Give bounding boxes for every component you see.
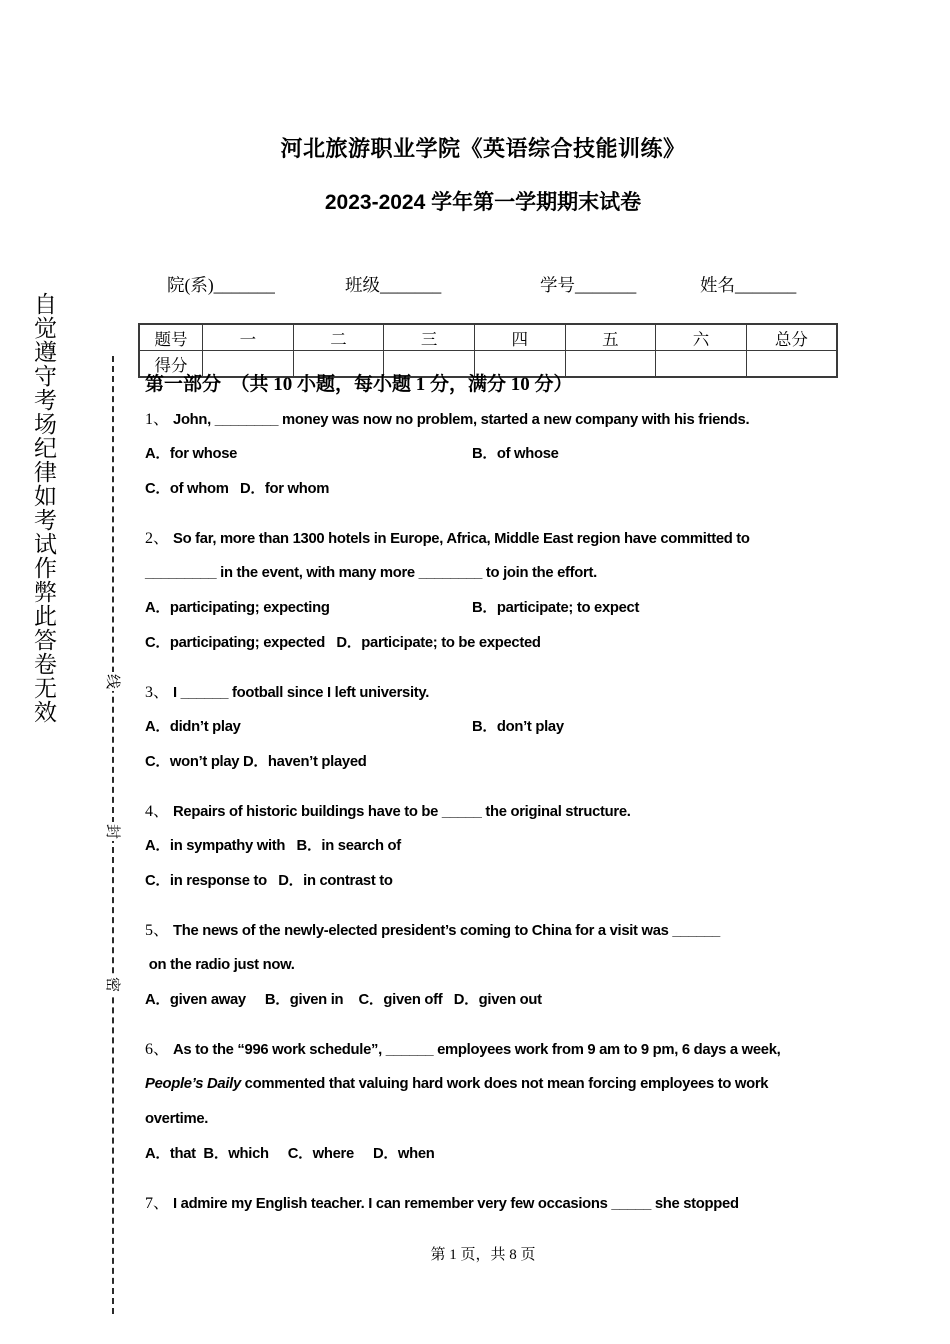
question-3 [145,675,821,780]
stem-text: overtime. [145,1111,209,1127]
score-header-cell: 五 [565,324,656,351]
question-number: 4、 [145,803,170,820]
score-header-cell: 总分 [746,324,837,351]
stem-text: commented that valuing hard work does not mean forcing employees to work [240,1076,769,1092]
question-2-stem-line [145,556,821,591]
info-field-1: 班级_______ [345,275,442,295]
question-number: 3、 [145,684,170,701]
question-6-stem-line [145,1067,821,1102]
option-text: B．don’t play [472,719,564,735]
option-row [145,437,821,472]
question-number: 1、 [145,411,170,428]
question-4 [145,794,821,899]
score-header-cell: 六 [656,324,747,351]
score-header-cell: 二 [293,324,384,351]
stem-text: The news of the newly-elected president’s coming to China for a visit was ______ [173,923,720,939]
stem-text: John, ________ money was now no problem, started a new company with his friends. [173,412,750,428]
option-text: A．for whose [145,446,238,462]
option-row [145,745,821,780]
option-text: C．won’t play D．haven’t played [145,754,367,770]
score-table [138,323,838,378]
option-row [145,983,821,1018]
option-row [145,591,821,626]
stem-text: on the radio just now. [145,957,295,973]
score-header-cell: 题号 [139,324,203,351]
score-table-body [139,324,837,377]
exam-title: 河北旅游职业学院《英语综合技能训练》 [280,136,686,161]
option-row [145,626,821,661]
question-6-stem-line [145,1032,821,1067]
option-row [145,710,821,745]
question-5 [145,913,821,1018]
option-row [145,472,821,507]
score-cell: 得分 [139,351,203,378]
option-text: A．that B．which C．where D．when [145,1146,435,1162]
question-6 [145,1032,821,1172]
score-header-cell: 四 [474,324,565,351]
question-number: 7、 [145,1195,170,1212]
stem-text: People’s Daily [145,1076,241,1092]
stem-text: Repairs of historic buildings have to be _____ the original structure. [173,804,631,820]
stem-text: As to the “996 work schedule”, ______ employees work from 9 am to 9 pm, 6 days a week, [173,1042,781,1058]
seal-line [104,356,121,1314]
stem-text: I admire my English teacher. I can remember very few occasions _____ she stopped [173,1196,739,1212]
option-text: A．in sympathy with B．in search of [145,838,401,854]
question-1-stem-line [145,402,821,437]
question-5-stem-line [145,948,821,983]
question-number: 6、 [145,1041,170,1058]
question-number: 2、 [145,530,170,547]
section-heading: 第一部分 （共 10 小题，每小题 1 分，满分 10 分） [145,374,573,395]
question-number: 5、 [145,922,170,939]
info-field-3: 姓名_______ [700,275,797,295]
option-text: A．didn’t play [145,719,241,735]
score-table-header-row [139,324,837,351]
score-header-cell: 三 [384,324,475,351]
exam-discipline-notice: 自觉遵守考场纪律如考试作弊此答卷无效 [31,292,56,724]
option-text: B．participate; to expect [472,600,640,616]
info-field-0: 院(系)_______ [167,275,275,295]
score-header-cell: 一 [203,324,294,351]
page-number: 第 1 页，共 8 页 [430,1247,536,1263]
stem-text: So far, more than 1300 hotels in Europe, Africa, Middle East region have committed to [173,531,750,547]
question-3-stem-line [145,675,821,710]
option-text: A．given away B．given in C．given off D．given out [145,992,542,1008]
seal-char: 线 [98,672,129,691]
question-5-stem-line [145,913,821,948]
question-2-stem-line [145,521,821,556]
question-7-stem-line [145,1186,821,1221]
option-row [145,864,821,899]
option-row [145,1137,821,1172]
question-6-stem-line [145,1102,821,1137]
info-field-2: 学号_______ [540,275,637,295]
option-text: C．of whom D．for whom [145,481,330,497]
option-text: C．participating; expected D．participate; to be expected [145,635,541,651]
question-2 [145,521,821,661]
questions [145,372,821,1235]
stem-text: _________ in the event, with many more ________ to join the effort. [145,565,597,581]
question-1 [145,402,821,507]
exam-subtitle: 2023-2024 学年第一学期期末试卷 [324,191,642,214]
option-row [145,829,821,864]
question-7 [145,1186,821,1221]
seal-char: 密 [98,975,129,994]
option-text: A．participating; expecting [145,600,330,616]
exam-content [145,0,821,1344]
option-text: C．in response to D．in contrast to [145,873,393,889]
student-info-row [145,272,821,298]
stem-text: I ______ football since I left university. [173,685,430,701]
question-4-stem-line [145,794,821,829]
option-text: B．of whose [472,446,559,462]
seal-char: 封 [98,822,129,841]
